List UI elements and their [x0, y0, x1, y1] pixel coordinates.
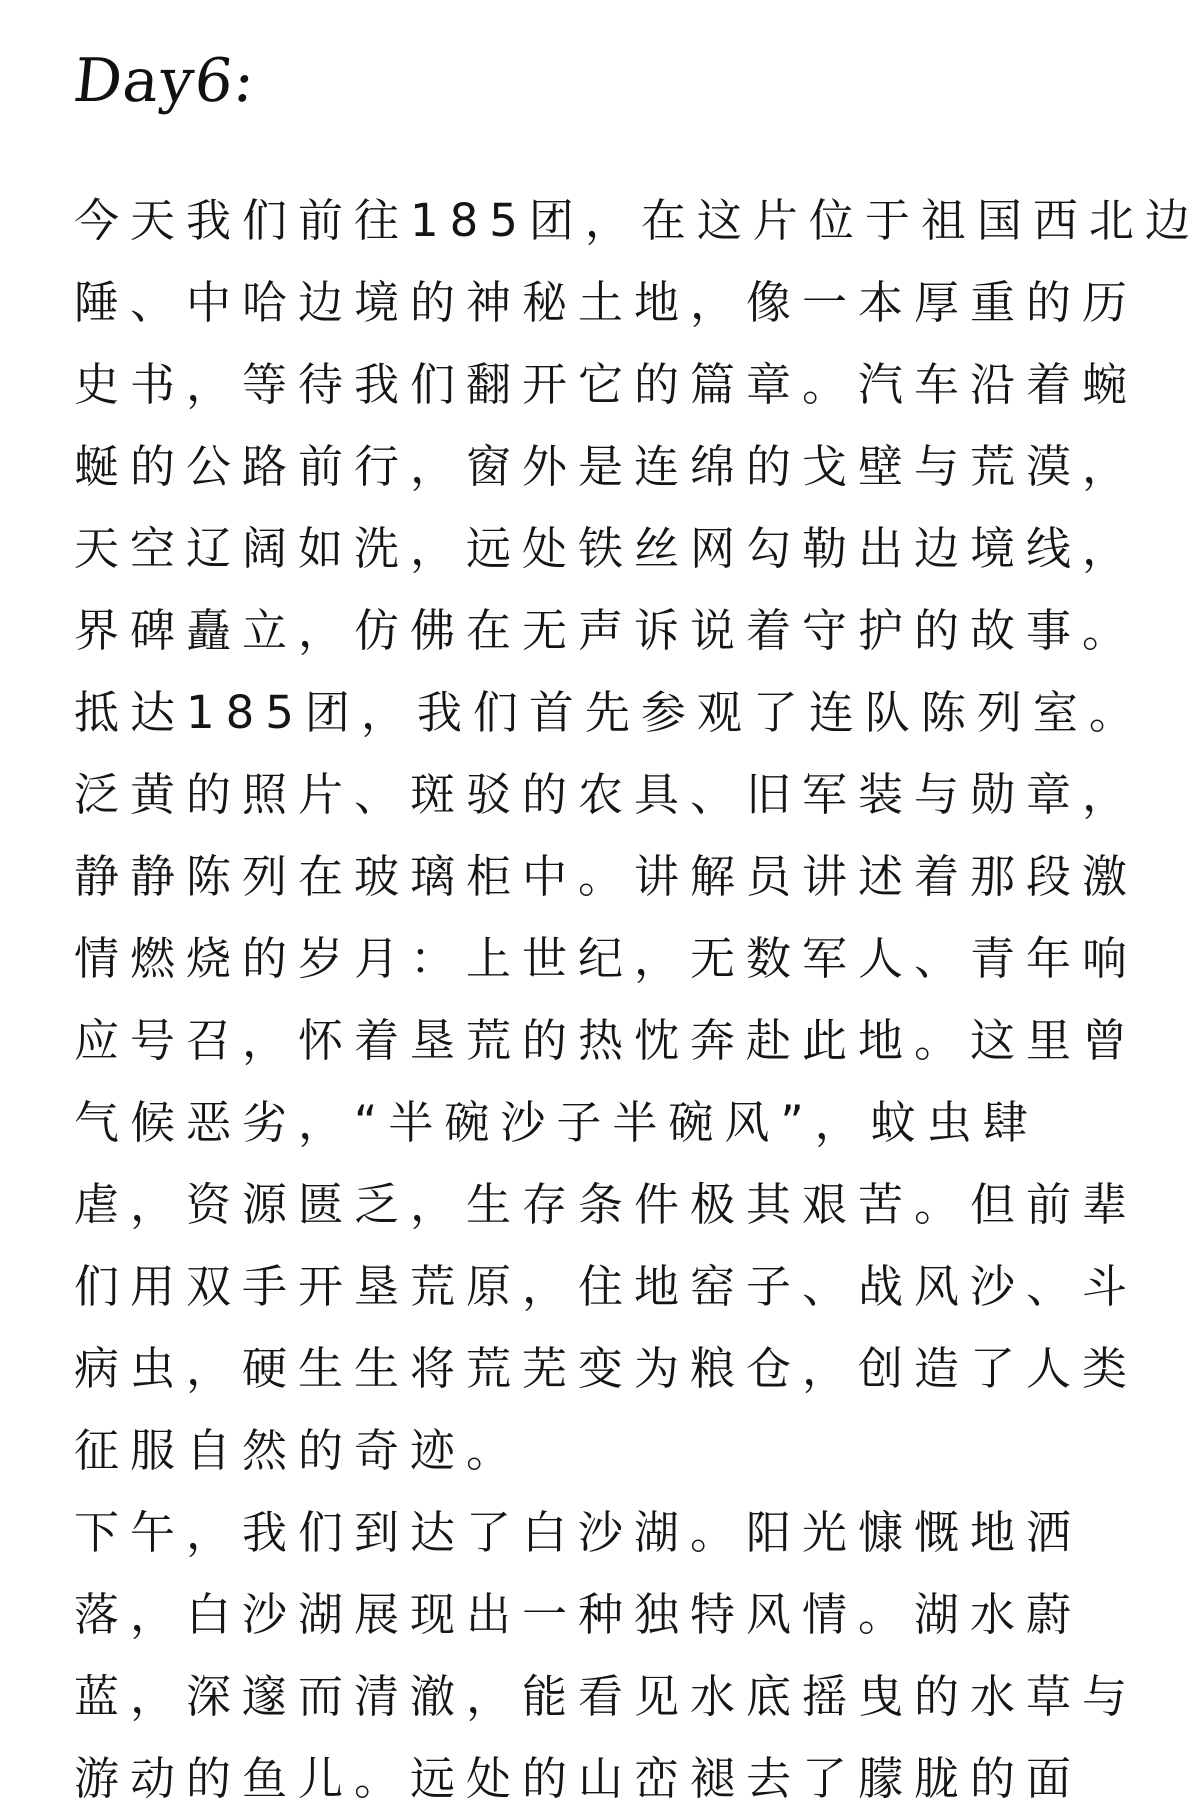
day-heading: Day6: [70, 46, 259, 116]
text-line: 蜒的公路前行，窗外是连绵的戈壁与荒漠， [74, 440, 1139, 493]
text-line: 史书，等待我们翻开它的篇章。汽车沿着蜿 [74, 358, 1139, 411]
diary-body [74, 180, 1201, 1820]
text-line: 落，白沙湖展现出一种独特风情。湖水蔚 [74, 1588, 1083, 1641]
text-line: 下午，我们到达了白沙湖。阳光慷慨地洒 [74, 1506, 1083, 1559]
text-line: 天空辽阔如洗，远处铁丝网勾勒出边境线， [74, 522, 1139, 575]
text-line: 今天我们前往185团，在这片位于祖国西北边 [74, 194, 1201, 247]
text-line: 静静陈列在玻璃柜中。讲解员讲述着那段激 [74, 850, 1139, 903]
text-line: 情燃烧的岁月：上世纪，无数军人、青年响 [74, 932, 1139, 985]
text-line: 游动的鱼儿。远处的山峦褪去了朦胧的面 [74, 1752, 1083, 1805]
text-line: 气候恶劣，“半碗沙子半碗风”，蚊虫肆 [74, 1096, 1039, 1149]
text-line: 抵达185团，我们首先参观了连队陈列室。 [74, 686, 1145, 739]
text-line: 蓝，深邃而清澈，能看见水底摇曳的水草与 [74, 1670, 1139, 1723]
text-line: 病虫，硬生生将荒芜变为粮仓，创造了人类 [74, 1342, 1139, 1395]
text-line: 界碑矗立，仿佛在无声诉说着守护的故事。 [74, 604, 1139, 657]
text-line: 应号召，怀着垦荒的热忱奔赴此地。这里曾 [74, 1014, 1139, 1067]
text-line: 泛黄的照片、斑驳的农具、旧军装与勋章， [74, 768, 1139, 821]
text-line: 虐，资源匮乏，生存条件极其艰苦。但前辈 [74, 1178, 1139, 1231]
text-line: 征服自然的奇迹。 [74, 1424, 523, 1477]
text-line: 陲、中哈边境的神秘土地，像一本厚重的历 [74, 276, 1139, 329]
text-line: 们用双手开垦荒原，住地窑子、战风沙、斗 [74, 1260, 1139, 1313]
